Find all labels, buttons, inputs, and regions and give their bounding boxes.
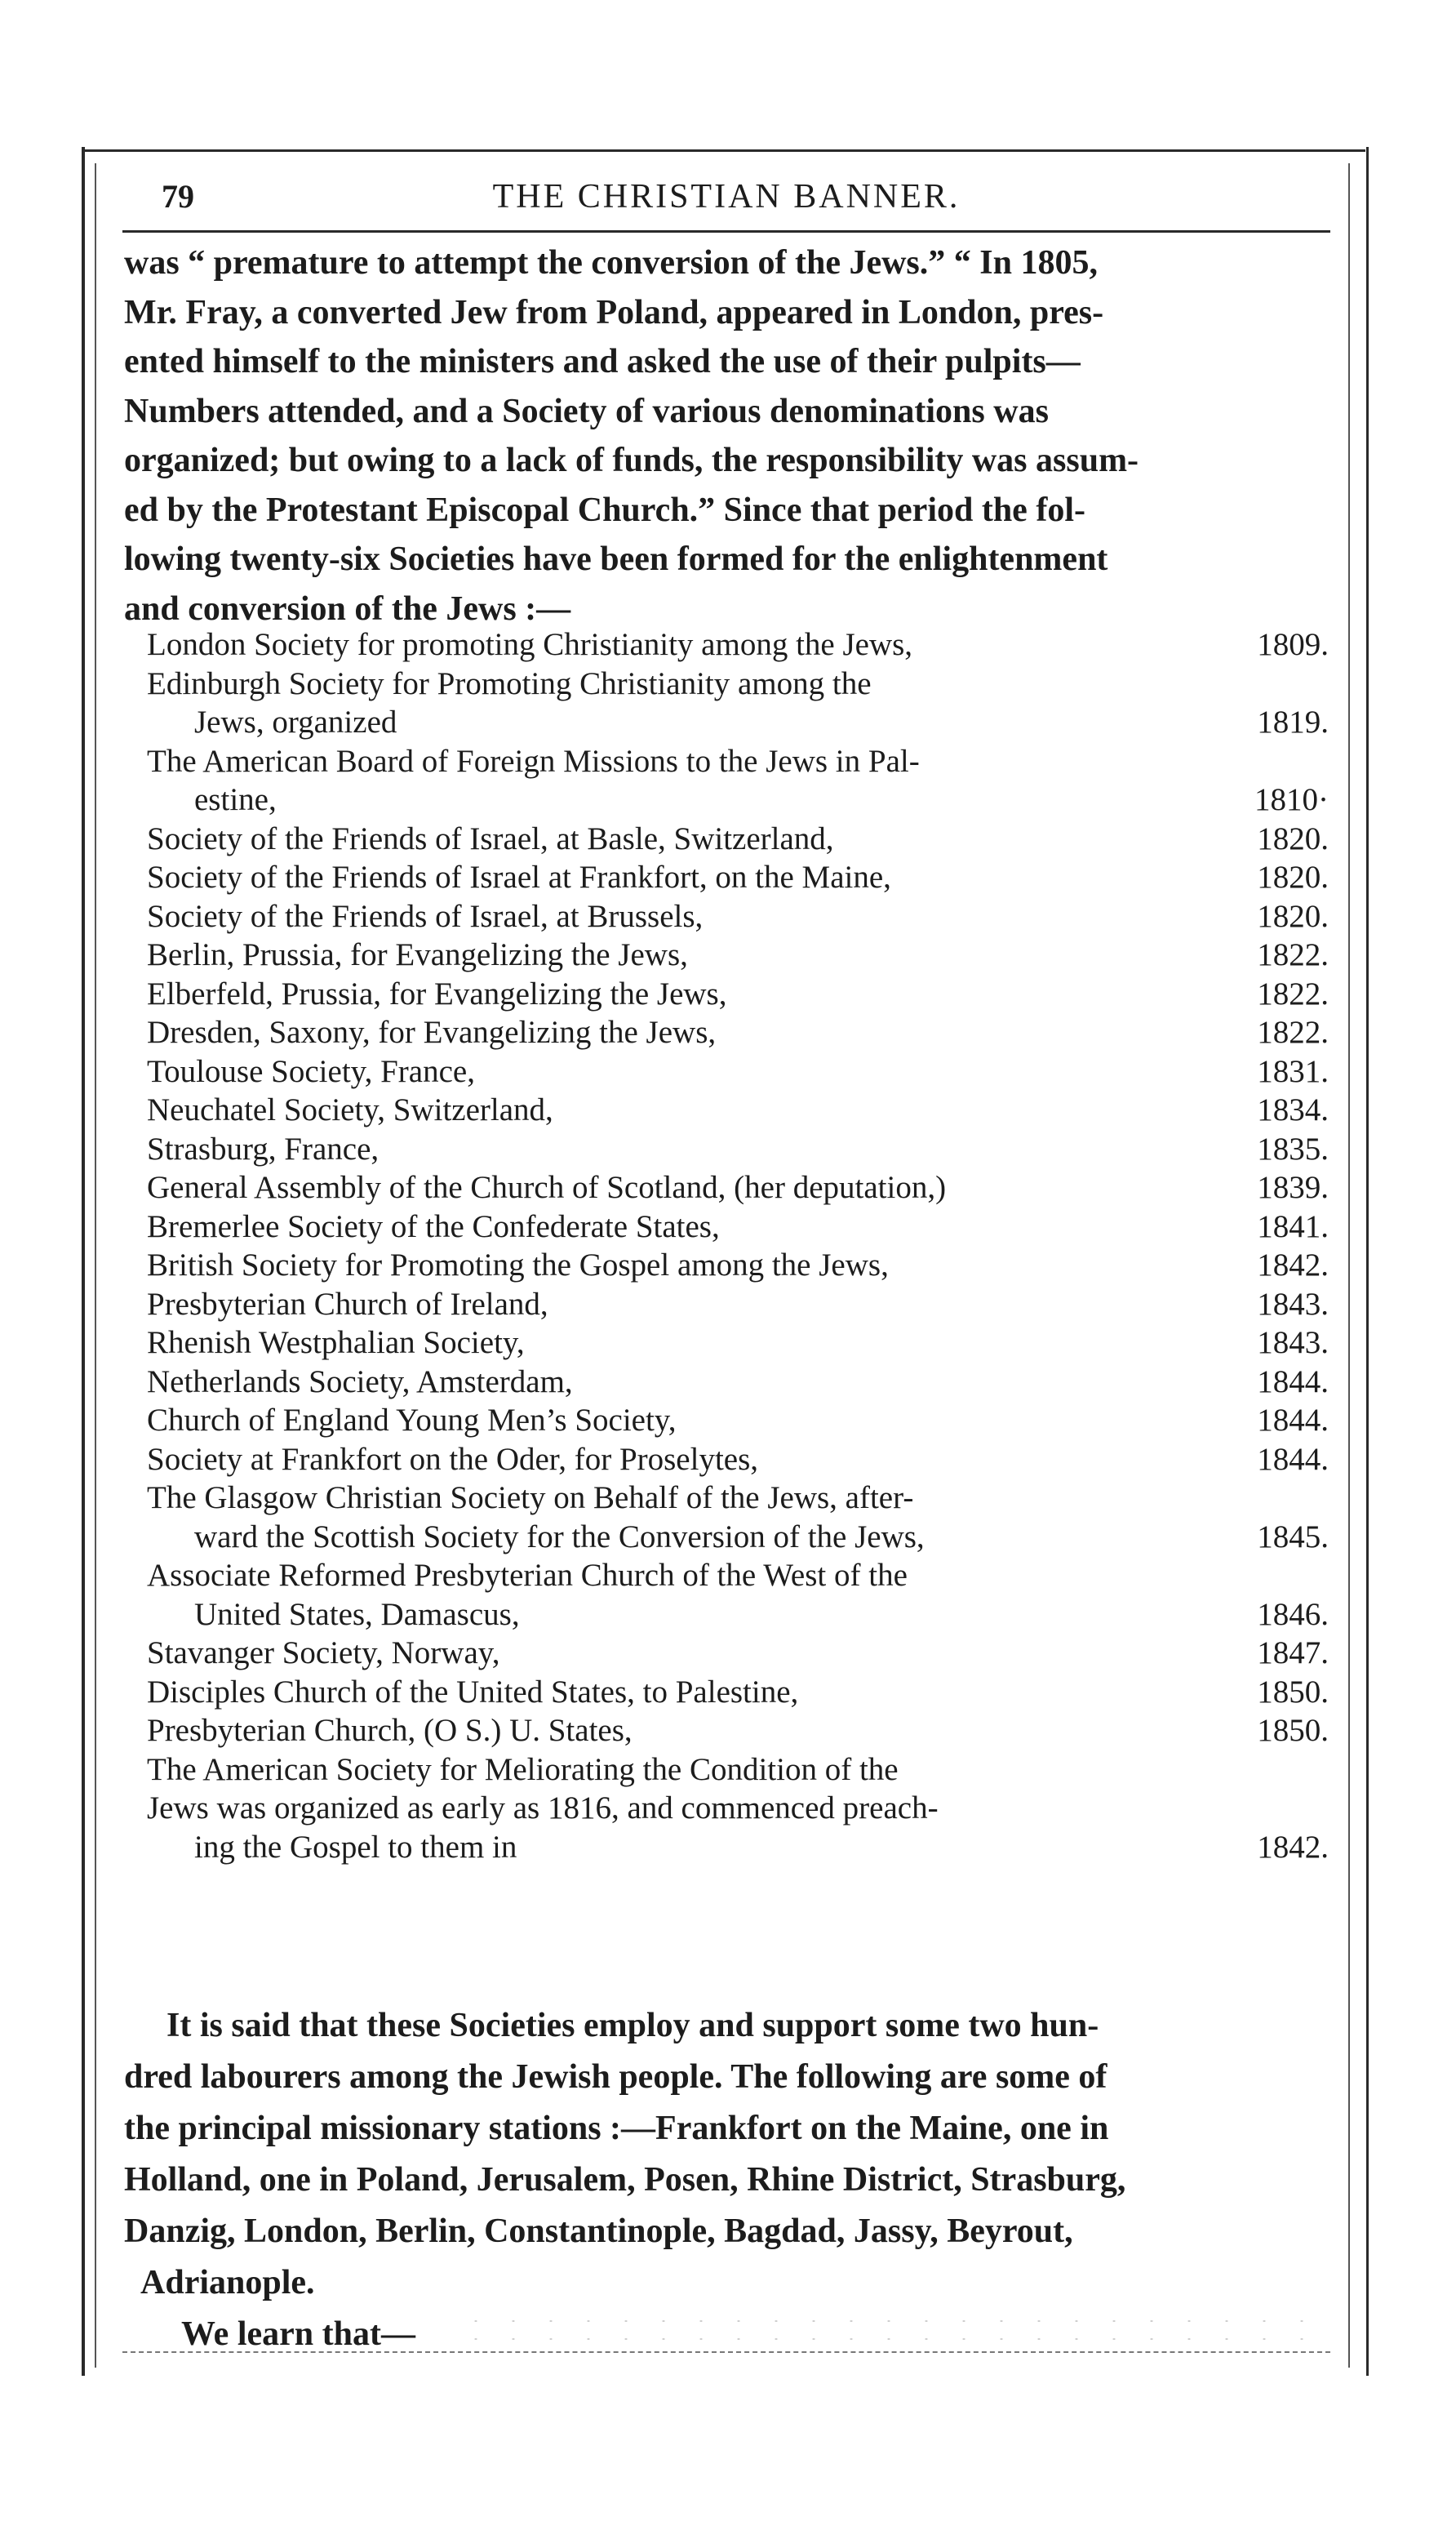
- closing-line: Danzig, London, Berlin, Constantinople, Bagdad, Jassy, Beyrout,: [124, 2212, 1073, 2250]
- society-name: Elberfeld, Prussia, for Evangelizing the Jews,: [147, 976, 727, 1012]
- society-year: 1839.: [1257, 1170, 1329, 1205]
- society-name: Presbyterian Church of Ireland,: [147, 1286, 548, 1322]
- society-entry: [147, 1052, 1329, 1092]
- society-name: ward the Scottish Society for the Conversion of the Jews,: [194, 1519, 925, 1554]
- society-year: 1843.: [1257, 1325, 1329, 1360]
- society-entry: [147, 897, 1329, 936]
- society-year: 1831.: [1257, 1053, 1329, 1089]
- society-year: 1822.: [1257, 1015, 1329, 1050]
- society-name: Society of the Friends of Israel at Frankfort, on the Maine,: [147, 860, 891, 895]
- society-entry: [147, 1479, 1329, 1518]
- societies-list: [147, 625, 1329, 1866]
- society-year: 1850.: [1257, 1674, 1329, 1710]
- closing-line: We learn that—: [181, 2315, 415, 2353]
- society-name: Society of the Friends of Israel, at Basle, Switzerland,: [147, 821, 834, 856]
- society-year: 1820.: [1257, 860, 1329, 895]
- society-name: Church of England Young Men’s Society,: [147, 1403, 677, 1438]
- society-entry: [147, 975, 1329, 1014]
- society-name: Disciples Church of the United States, to Palestine,: [147, 1674, 799, 1710]
- society-name: Jews, organized: [194, 705, 397, 740]
- society-name: Toulouse Society, France,: [147, 1053, 475, 1089]
- closing-paragraph: [124, 2000, 1324, 2360]
- society-year: 1843.: [1257, 1286, 1329, 1322]
- page-number: 79: [162, 178, 194, 215]
- closing-text: [124, 2000, 1324, 2360]
- society-name: Rhenish Westphalian Society,: [147, 1325, 525, 1360]
- society-name: ing the Gospel to them in: [194, 1829, 517, 1865]
- society-entry: [147, 665, 1329, 704]
- society-year: 1842.: [1257, 1247, 1329, 1283]
- society-entry: [147, 703, 1329, 742]
- society-entry: [147, 936, 1329, 975]
- society-year: 1834.: [1257, 1092, 1329, 1127]
- society-year: 1822.: [1257, 937, 1329, 972]
- society-name: Bremerlee Society of the Confederate States,: [147, 1208, 720, 1244]
- society-name: Edinburgh Society for Promoting Christianity among the: [147, 665, 872, 701]
- society-name: Netherlands Society, Amsterdam,: [147, 1363, 573, 1399]
- closing-line: dred labourers among the Jewish people. The following are some of: [124, 2058, 1108, 2096]
- society-entry: [147, 820, 1329, 859]
- society-year: 1835.: [1257, 1131, 1329, 1167]
- society-entry: [147, 1440, 1329, 1479]
- society-name: Jews was organized as early as 1816, and commenced preach-: [147, 1790, 939, 1826]
- society-name: Dresden, Saxony, for Evangelizing the Jews,: [147, 1015, 717, 1050]
- intro-line: Numbers attended, and a Society of various denominations was: [124, 392, 1049, 430]
- society-entry: [147, 1750, 1329, 1790]
- society-year: 1847.: [1257, 1635, 1329, 1670]
- society-entry: [147, 625, 1329, 665]
- inner-border-left: [95, 163, 96, 2368]
- intro-line: ented himself to the ministers and asked the use of their pulpits—: [124, 343, 1081, 380]
- society-name: General Assembly of the Church of Scotland, (her deputation,): [147, 1170, 947, 1205]
- society-entry: [147, 780, 1329, 820]
- print-speckle: [457, 2312, 1306, 2345]
- society-entry: [147, 1789, 1329, 1828]
- society-year: 1844.: [1257, 1403, 1329, 1438]
- society-name: Presbyterian Church, (O S.) U. States,: [147, 1713, 633, 1748]
- society-name: The American Society for Meliorating the Condition of the: [147, 1751, 899, 1787]
- closing-line: Holland, one in Poland, Jerusalem, Posen, Rhine District, Strasburg,: [124, 2161, 1126, 2199]
- society-year: 1819.: [1257, 705, 1329, 740]
- society-entry: [147, 1634, 1329, 1673]
- society-name: The Glasgow Christian Society on Behalf of the Jews, after-: [147, 1480, 914, 1515]
- society-entry: [147, 742, 1329, 781]
- society-year: 1842.: [1257, 1829, 1329, 1865]
- intro-paragraph: [124, 238, 1330, 634]
- society-year: 1844.: [1257, 1441, 1329, 1477]
- society-name: Strasburg, France,: [147, 1131, 380, 1167]
- society-entry: [147, 1168, 1329, 1207]
- footer-rule: [122, 2351, 1330, 2353]
- closing-line: It is said that these Societies employ and support some two hun-: [166, 2007, 1099, 2044]
- society-entry: [147, 1091, 1329, 1130]
- society-year: 1850.: [1257, 1713, 1329, 1748]
- society-entry: [147, 1401, 1329, 1440]
- society-year: 1844.: [1257, 1363, 1329, 1399]
- society-name: Society at Frankfort on the Oder, for Proselytes,: [147, 1441, 759, 1477]
- society-entry: [147, 1673, 1329, 1712]
- page-header: [122, 167, 1330, 225]
- society-entry: [147, 1013, 1329, 1052]
- society-entry: [147, 1556, 1329, 1595]
- header-rule: [122, 230, 1330, 233]
- intro-line: Mr. Fray, a converted Jew from Poland, appeared in London, pres-: [124, 293, 1104, 331]
- society-name: Associate Reformed Presbyterian Church of the West of the: [147, 1558, 908, 1593]
- society-entry: [147, 1323, 1329, 1363]
- intro-line: and conversion of the Jews :—: [124, 589, 571, 628]
- society-entry: [147, 1363, 1329, 1402]
- society-year: 1841.: [1257, 1208, 1329, 1244]
- society-name: United States, Damascus,: [194, 1596, 520, 1632]
- society-year: 1845.: [1257, 1519, 1329, 1554]
- society-entry: [147, 1207, 1329, 1247]
- society-year: 1846.: [1257, 1596, 1329, 1632]
- society-name: British Society for Promoting the Gospel among the Jews,: [147, 1247, 889, 1283]
- society-entry: [147, 1711, 1329, 1750]
- society-year: 1820.: [1257, 898, 1329, 934]
- closing-line: Adrianople.: [140, 2264, 315, 2301]
- intro-text: [124, 238, 1330, 634]
- society-name: estine,: [194, 782, 277, 817]
- society-name: Society of the Friends of Israel, at Brussels,: [147, 898, 704, 934]
- society-entry: [147, 1828, 1329, 1867]
- society-year: 1810·: [1254, 782, 1329, 817]
- society-name: Neuchatel Society, Switzerland,: [147, 1092, 553, 1127]
- society-name: Stavanger Society, Norway,: [147, 1635, 500, 1670]
- society-year: 1822.: [1257, 976, 1329, 1012]
- society-entry: [147, 1518, 1329, 1557]
- intro-line: ed by the Protestant Episcopal Church.” Since that period the fol-: [124, 491, 1085, 529]
- society-name: The American Board of Foreign Missions to the Jews in Pal-: [147, 743, 920, 779]
- society-entry: [147, 858, 1329, 897]
- society-year: 1809.: [1257, 627, 1329, 662]
- society-entry: [147, 1130, 1329, 1169]
- intro-line: was “ premature to attempt the conversion of the Jews.” “ In 1805,: [124, 244, 1098, 282]
- society-entry: [147, 1595, 1329, 1634]
- society-year: 1820.: [1257, 821, 1329, 856]
- closing-line: the principal missionary stations :—Frankfort on the Maine, one in: [124, 2110, 1109, 2147]
- running-title: THE CHRISTIAN BANNER.: [492, 178, 961, 216]
- intro-line: organized; but owing to a lack of funds, the responsibility was assum-: [124, 442, 1139, 479]
- intro-line: lowing twenty-six Societies have been formed for the enlightenment: [124, 540, 1108, 578]
- society-entry: [147, 1246, 1329, 1285]
- society-entry: [147, 1285, 1329, 1324]
- society-name: London Society for promoting Christianity among the Jews,: [147, 627, 913, 662]
- society-name: Berlin, Prussia, for Evangelizing the Jews,: [147, 937, 688, 972]
- inner-border-right: [1348, 163, 1350, 2368]
